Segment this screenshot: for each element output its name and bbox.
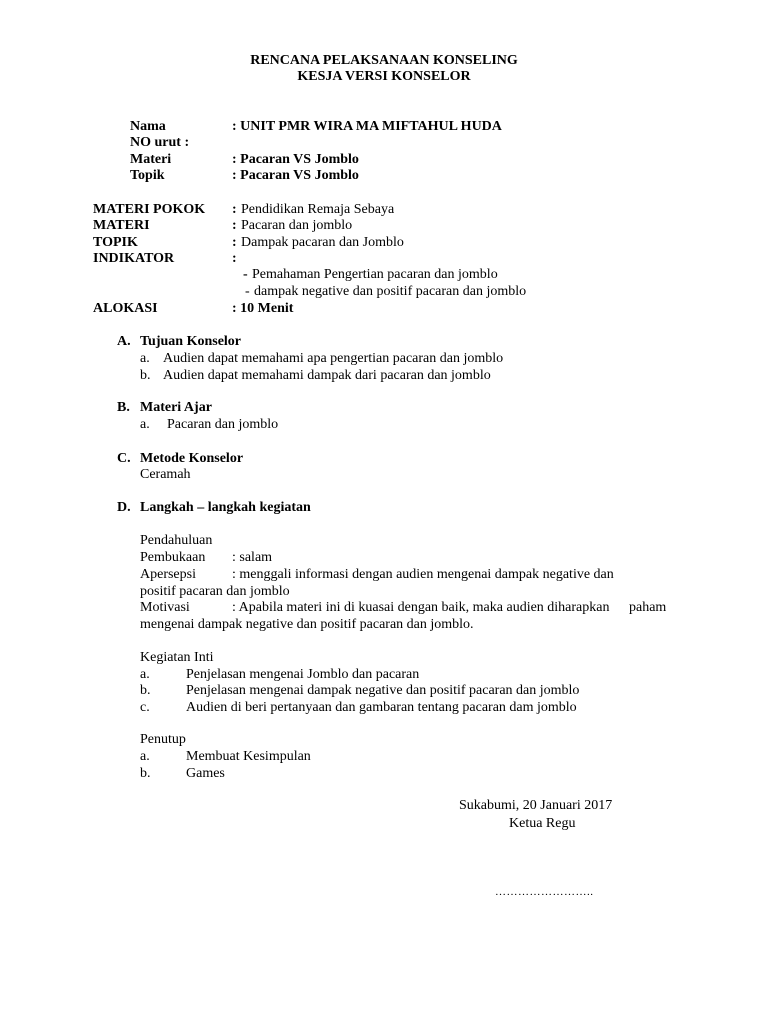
pembukaan-label: Pembukaan (140, 550, 206, 565)
signature-role: Ketua Regu (509, 816, 576, 831)
detail-materi-pokok-row (0, 201, 768, 218)
document-title-line2: KESJA VERSI KONSELOR (297, 69, 471, 84)
indikator-item-dash: - (243, 267, 248, 282)
list-item-text: Audien dapat memahami apa pengertian pacaran dan jomblo (163, 351, 504, 366)
detail-materi-pokok-value: Pendidikan Remaja Sebaya (241, 202, 395, 217)
identity-materi-value: : Pacaran VS Jomblo (232, 152, 359, 167)
list-item-letter: a. (140, 749, 150, 764)
list-item-letter: b. (140, 683, 151, 698)
motivasi-value-end: paham (629, 600, 667, 615)
indikator-item (0, 266, 768, 283)
identity-topik-label: Topik (130, 168, 165, 183)
list-item-letter: a. (140, 417, 150, 432)
pendahuluan-heading: Pendahuluan (140, 533, 213, 548)
identity-nama-label: Nama (130, 119, 166, 134)
list-item (0, 699, 768, 716)
list-item-text: Audien di beri pertanyaan dan gambaran tentang pacaran dam jomblo (186, 700, 577, 715)
section-c-text: Ceramah (140, 467, 191, 482)
apersepsi-continuation-row (0, 583, 768, 600)
detail-materi-pokok-label: MATERI POKOK (93, 202, 206, 217)
list-item-text: Pacaran dan jomblo (167, 417, 279, 432)
section-c-heading: Metode Konselor (140, 451, 244, 466)
list-item (0, 765, 768, 782)
penutup-heading: Penutup (140, 732, 186, 747)
detail-indikator-row (0, 250, 768, 267)
list-item (0, 682, 768, 699)
list-item (0, 416, 768, 433)
list-item-letter: a. (140, 351, 150, 366)
penutup-heading-row (0, 731, 768, 748)
kegiatan-inti-heading: Kegiatan Inti (140, 650, 214, 665)
section-a-letter: A. (117, 334, 131, 349)
motivasi-value: : Apabila materi ini di kuasai dengan baik, maka audien diharapkan (232, 600, 610, 615)
list-item-text: Penjelasan mengenai dampak negative dan positif pacaran dan jomblo (186, 683, 580, 698)
list-item-letter: b. (140, 368, 151, 383)
apersepsi-row (0, 566, 768, 583)
detail-materi-label: MATERI (93, 218, 150, 233)
detail-indikator-label: INDIKATOR (93, 251, 175, 266)
section-d-letter: D. (117, 500, 131, 515)
list-item-text: Membuat Kesimpulan (186, 749, 311, 764)
detail-materi-value: Pacaran dan jomblo (241, 218, 353, 233)
identity-topik-row (0, 167, 768, 184)
identity-materi-label: Materi (130, 152, 172, 167)
list-item-letter: a. (140, 667, 150, 682)
pembukaan-row (0, 549, 768, 566)
list-item-letter: b. (140, 766, 151, 781)
list-item-letter: c. (140, 700, 150, 715)
signature-place-date-row (0, 797, 768, 814)
section-a-heading: Tujuan Konselor (140, 334, 242, 349)
list-item-text: Penjelasan mengenai Jomblo dan pacaran (186, 667, 420, 682)
indikator-item-text: dampak negative dan positif pacaran dan jomblo (254, 284, 527, 299)
pembukaan-value: : salam (232, 550, 273, 565)
identity-no-urut-row (0, 134, 768, 151)
list-item (0, 748, 768, 765)
indikator-item-text: Pemahaman Pengertian pacaran dan jomblo (252, 267, 498, 282)
signature-name-placeholder: …………………….. (495, 886, 594, 898)
apersepsi-continuation: positif pacaran dan jomblo (140, 584, 290, 599)
apersepsi-label: Apersepsi (140, 567, 196, 582)
signature-role-row (0, 815, 768, 832)
section-a-heading-row (0, 333, 768, 350)
document-title-line1: RENCANA PELAKSANAAN KONSELING (250, 53, 518, 68)
motivasi-continuation-row (0, 616, 768, 633)
detail-topik-value: Dampak pacaran dan Jomblo (241, 235, 404, 250)
section-c-text-row (0, 466, 768, 483)
list-item (0, 666, 768, 683)
section-c-letter: C. (117, 451, 131, 466)
list-item-text: Audien dapat memahami dampak dari pacaran dan jomblo (163, 368, 491, 383)
section-c-heading-row (0, 450, 768, 467)
motivasi-continuation: mengenai dampak negative dan positif pacaran dan jomblo. (140, 617, 474, 632)
identity-nama-row (0, 118, 768, 135)
signature-place-date: Sukabumi, 20 Januari 2017 (459, 798, 613, 813)
detail-alokasi-value: : 10 Menit (232, 301, 294, 316)
identity-topik-value: : Pacaran VS Jomblo (232, 168, 359, 183)
detail-materi-pokok-colon: : (232, 202, 237, 217)
detail-topik-row (0, 234, 768, 251)
section-b-heading: Materi Ajar (140, 400, 212, 415)
section-d-heading-row (0, 499, 768, 516)
detail-alokasi-label: ALOKASI (93, 301, 158, 316)
detail-materi-colon: : (232, 218, 237, 233)
detail-materi-row (0, 217, 768, 234)
detail-topik-colon: : (232, 235, 237, 250)
section-b-letter: B. (117, 400, 130, 415)
pendahuluan-heading-row (0, 532, 768, 549)
list-item-text: Games (186, 766, 225, 781)
list-item (0, 367, 768, 384)
motivasi-label: Motivasi (140, 600, 190, 615)
detail-topik-label: TOPIK (93, 235, 138, 250)
indikator-item-dash: - (245, 284, 250, 299)
indikator-item (0, 283, 768, 300)
list-item (0, 350, 768, 367)
section-b-heading-row (0, 399, 768, 416)
signature-name-row (0, 884, 768, 901)
apersepsi-value: : menggali informasi dengan audien mengenai dampak negative dan (232, 567, 614, 582)
identity-materi-row (0, 151, 768, 168)
detail-indikator-colon: : (232, 251, 237, 266)
identity-no-urut-label: NO urut : (130, 135, 190, 150)
motivasi-row (0, 599, 768, 616)
identity-nama-value: : UNIT PMR WIRA MA MIFTAHUL HUDA (232, 119, 502, 134)
kegiatan-inti-heading-row (0, 649, 768, 666)
section-d-heading: Langkah – langkah kegiatan (140, 500, 311, 515)
detail-alokasi-row (0, 300, 768, 317)
